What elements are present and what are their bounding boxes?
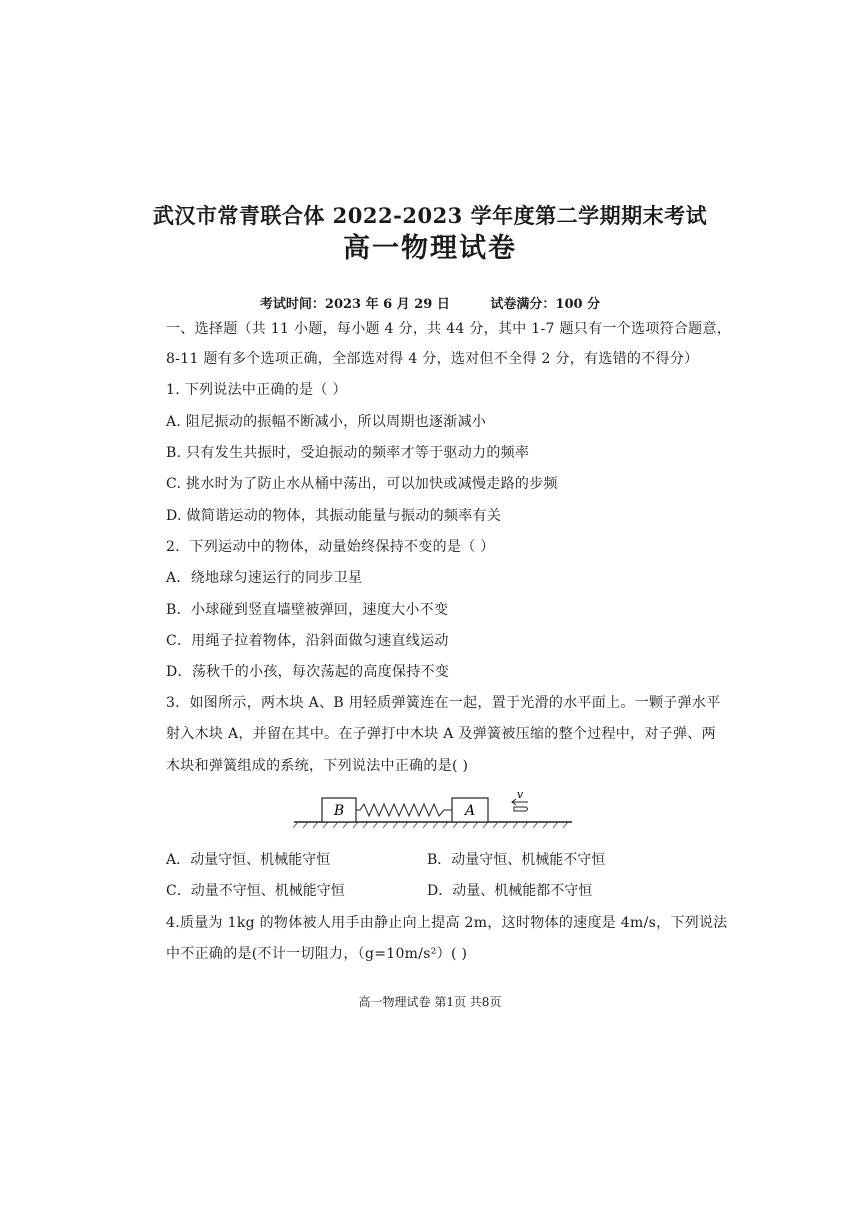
q2-option-a: A．绕地球匀速运行的同步卫星 bbox=[166, 570, 363, 586]
exam-time: 考试时间：2023 年 6 月 29 日 bbox=[259, 297, 450, 312]
spring bbox=[356, 804, 452, 816]
paper-subject-title: 高一物理试卷 bbox=[343, 233, 517, 264]
q3-option-a: A．动量守恒、机械能守恒 bbox=[166, 852, 331, 868]
q4-line1: 4.质量为 1kg 的物体被人用手由静止向上提高 2m，这时物体的速度是 4m/s，下列说法 bbox=[166, 915, 728, 931]
q4-line2: 中不正确的是(不计一切阻力，（g=10m/s²）( ) bbox=[166, 946, 468, 962]
exam-title: 武汉市常青联合体 2022-2023 学年度第二学期期末考试 bbox=[152, 203, 708, 228]
velocity-label: v bbox=[516, 788, 524, 801]
q3-option-d: D．动量、机械能都不守恒 bbox=[427, 883, 593, 899]
q3-option-c: C．动量不守恒、机械能守恒 bbox=[166, 883, 345, 899]
page-footer: 高一物理试卷 第1页 共8页 bbox=[358, 995, 502, 1009]
q1-stem: 1. 下列说法中正确的是（ ） bbox=[166, 382, 347, 398]
block-b-label: B bbox=[333, 803, 345, 819]
q2-stem: 2．下列运动中的物体，动量始终保持不变的是（ ） bbox=[166, 539, 495, 555]
q2-option-d: D．荡秋千的小孩，每次荡起的高度保持不变 bbox=[166, 664, 450, 680]
q3-line3: 木块和弹簧组成的系统，下列说法中正确的是( ) bbox=[166, 758, 469, 774]
q2-option-b: B．小球碰到竖直墙壁被弹回，速度大小不变 bbox=[166, 602, 449, 618]
q2-option-c: C．用绳子拉着物体，沿斜面做匀速直线运动 bbox=[166, 633, 449, 649]
exam-meta bbox=[0, 293, 860, 312]
q1-option-c: C. 挑水时为了防止水从桶中荡出，可以加快或减慢走路的步频 bbox=[166, 476, 558, 492]
bullet bbox=[514, 807, 528, 811]
block-a-label: A bbox=[464, 803, 476, 819]
q1-option-a: A. 阻尼振动的振幅不断减小，所以周期也逐渐减小 bbox=[166, 414, 487, 430]
section-intro-line2: 8-11 题有多个选项正确，全部选对得 4 分，选对但不全得 2 分，有选错的不得分） bbox=[166, 351, 699, 367]
full-score: 试卷满分：100 分 bbox=[490, 297, 601, 312]
ground-hatching bbox=[293, 822, 568, 828]
section-intro-line1: 一、选择题（共 11 小题，每小题 4 分，共 44 分，其中 1-7 题只有一个选项符合题意， bbox=[166, 321, 732, 337]
q3-line2: 射入木块 A，并留在其中。在子弹打中木块 A 及弹簧被压缩的整个过程中，对子弹、两 bbox=[166, 726, 716, 742]
q1-option-d: D. 做简谐运动的物体，其振动能量与振动的频率有关 bbox=[166, 508, 502, 524]
q3-option-b: B．动量守恒、机械能不守恒 bbox=[427, 852, 606, 868]
q3-line1: 3．如图所示，两木块 A、B 用轻质弹簧连在一起，置于光滑的水平面上。一颗子弹水平 bbox=[166, 695, 721, 711]
spring-block-diagram bbox=[290, 786, 575, 832]
q1-option-b: B. 只有发生共振时，受迫振动的频率才等于驱动力的频率 bbox=[166, 445, 530, 461]
